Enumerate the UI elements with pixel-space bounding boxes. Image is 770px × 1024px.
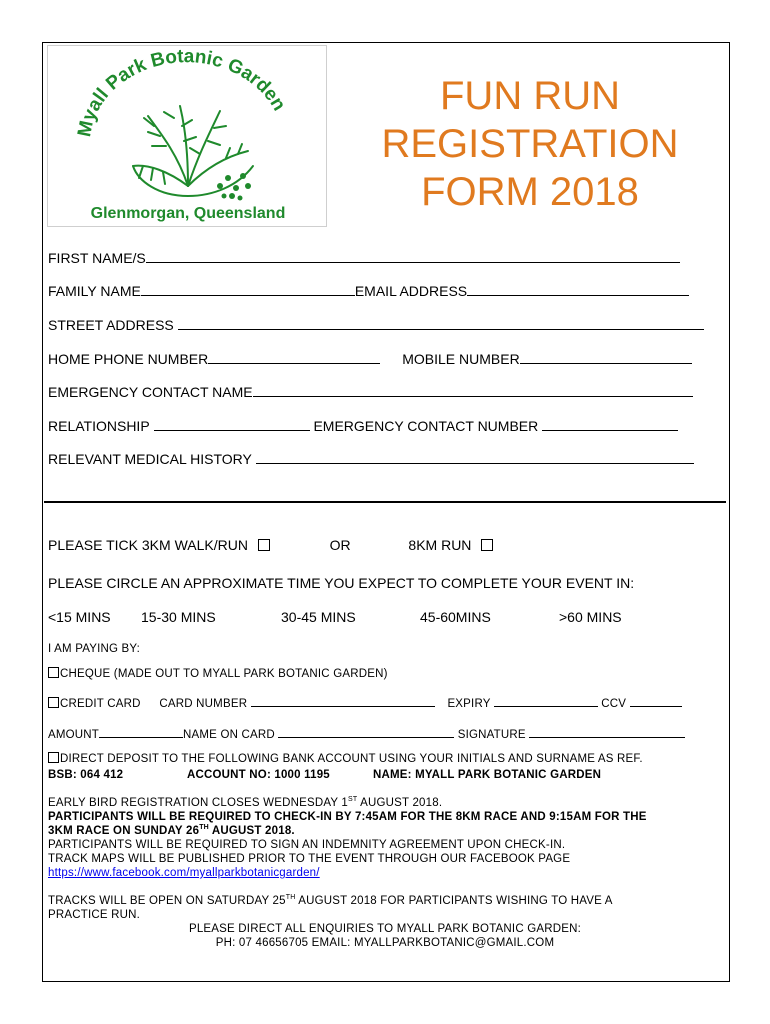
family-name-row	[48, 283, 689, 299]
mobile-field[interactable]	[520, 351, 692, 364]
early-bird-text: EARLY BIRD REGISTRATION CLOSES WEDNESDAY 1ST AUGUST 2018.	[48, 796, 443, 809]
cheque-label: CHEQUE (MADE OUT TO MYALL PARK BOTANIC GARDEN)	[60, 668, 388, 680]
street-row	[48, 317, 704, 333]
section-divider	[44, 501, 726, 503]
credit-card-row	[48, 696, 682, 710]
amount-label: AMOUNT	[48, 729, 100, 741]
first-name-row	[48, 250, 680, 266]
bsb-text: BSB: 064 412	[48, 769, 124, 781]
phone-row	[48, 351, 692, 367]
relationship-row	[48, 418, 678, 434]
practice-run-text: PRACTICE RUN.	[48, 909, 141, 921]
first-name-field[interactable]	[146, 250, 680, 263]
direct-deposit-checkbox[interactable]	[48, 752, 59, 763]
cheque-checkbox[interactable]	[48, 667, 59, 678]
amount-field[interactable]	[99, 727, 183, 738]
email-label: EMAIL ADDRESS	[354, 283, 468, 299]
medical-row	[48, 451, 694, 467]
or-label: OR	[329, 537, 351, 553]
tracks-open-text: TRACKS WILL BE OPEN ON SATURDAY 25TH AUGUST 2018 FOR PARTICIPANTS WISHING TO HAVE A	[48, 894, 613, 907]
credit-card-checkbox[interactable]	[48, 697, 59, 708]
checkin-text-line1: PARTICIPANTS WILL BE REQUIRED TO CHECK-IN BY 7:45AM FOR THE 8KM RACE AND 9:15AM FOR THE	[48, 811, 647, 823]
expiry-field[interactable]	[494, 696, 598, 707]
checkin-text-line2: 3KM RACE ON SUNDAY 26TH AUGUST 2018.	[48, 824, 295, 837]
expiry-label: EXPIRY	[447, 698, 491, 710]
street-field[interactable]	[178, 317, 704, 330]
amount-row	[48, 727, 685, 741]
logo-location: Glenmorgan, Queensland	[90, 205, 286, 222]
enquiries-text: PLEASE DIRECT ALL ENQUIRIES TO MYALL PARK BOTANIC GARDEN:	[188, 923, 582, 935]
emergency-name-field[interactable]	[253, 384, 693, 397]
ccv-field[interactable]	[630, 696, 682, 707]
tick-label: PLEASE TICK 3KM WALK/RUN	[48, 537, 248, 553]
time-option-2[interactable]: 15-30 MINS	[141, 609, 216, 625]
family-name-label: FAMILY NAME	[48, 283, 141, 299]
direct-deposit-label: DIRECT DEPOSIT TO THE FOLLOWING BANK ACCOUNT USING YOUR INITIALS AND SURNAME AS REF.	[60, 753, 643, 765]
account-name-text: NAME: MYALL PARK BOTANIC GARDEN	[373, 769, 602, 781]
time-option-3[interactable]: 30-45 MINS	[281, 609, 356, 625]
indemnity-text: PARTICIPANTS WILL BE REQUIRED TO SIGN AN INDEMNITY AGREEMENT UPON CHECK-IN.	[48, 839, 566, 851]
home-phone-field[interactable]	[208, 351, 380, 364]
email-field[interactable]	[467, 283, 689, 296]
walk-3km-checkbox[interactable]	[258, 539, 270, 551]
time-option-4[interactable]: 45-60MINS	[420, 609, 491, 625]
medical-field[interactable]	[256, 451, 694, 464]
event-row	[48, 537, 493, 553]
family-name-field[interactable]	[141, 283, 355, 296]
paying-heading: I AM PAYING BY:	[48, 643, 141, 655]
direct-deposit-row	[48, 752, 643, 765]
facebook-link[interactable]: https://www.facebook.com/myallparkbotanicgarden/	[48, 867, 320, 879]
first-name-label: FIRST NAME/S	[48, 250, 146, 266]
home-phone-label: HOME PHONE NUMBER	[48, 351, 209, 367]
relationship-field[interactable]	[154, 418, 310, 431]
relationship-label: RELATIONSHIP	[48, 418, 150, 434]
name-on-card-field[interactable]	[278, 727, 454, 738]
svg-text:Myall Park Botanic Garden: Myall Park Botanic Garden	[74, 46, 290, 139]
medical-label: RELEVANT MEDICAL HISTORY	[48, 451, 252, 467]
emergency-number-label: EMERGENCY CONTACT NUMBER	[313, 418, 539, 434]
signature-label: SIGNATURE	[457, 729, 526, 741]
form-title-line1: FUN RUN	[440, 74, 620, 118]
track-maps-text: TRACK MAPS WILL BE PUBLISHED PRIOR TO THE EVENT THROUGH OUR FACEBOOK PAGE	[48, 853, 571, 865]
time-instruction: PLEASE CIRCLE AN APPROXIMATE TIME YOU EXPECT TO COMPLETE YOUR EVENT IN:	[48, 575, 635, 591]
run-8km-checkbox[interactable]	[481, 539, 493, 551]
time-option-5[interactable]: >60 MINS	[559, 609, 622, 625]
emergency-name-label: EMERGENCY CONTACT NAME	[48, 384, 253, 400]
form-title-line3: FORM 2018	[421, 170, 639, 214]
ccv-label: CCV	[601, 698, 627, 710]
contact-text: PH: 07 46656705 EMAIL: MYALLPARKBOTANIC@GMAIL.COM	[215, 937, 555, 949]
signature-field[interactable]	[529, 727, 685, 738]
card-number-label: CARD NUMBER	[159, 698, 248, 710]
mobile-label: MOBILE NUMBER	[402, 351, 520, 367]
emergency-name-row	[48, 384, 693, 400]
form-title-line2: REGISTRATION	[381, 122, 679, 166]
name-on-card-label: NAME ON CARD	[183, 729, 275, 741]
account-number-text: ACCOUNT NO: 1000 1195	[187, 769, 330, 781]
run-8km-label: 8KM RUN	[408, 537, 472, 553]
cheque-row	[48, 667, 388, 680]
emergency-number-field[interactable]	[542, 418, 678, 431]
time-option-1[interactable]: <15 MINS	[48, 609, 111, 625]
credit-card-label: CREDIT CARD	[60, 698, 141, 710]
card-number-field[interactable]	[251, 696, 435, 707]
street-label: STREET ADDRESS	[48, 317, 174, 333]
garden-logo	[47, 45, 327, 227]
